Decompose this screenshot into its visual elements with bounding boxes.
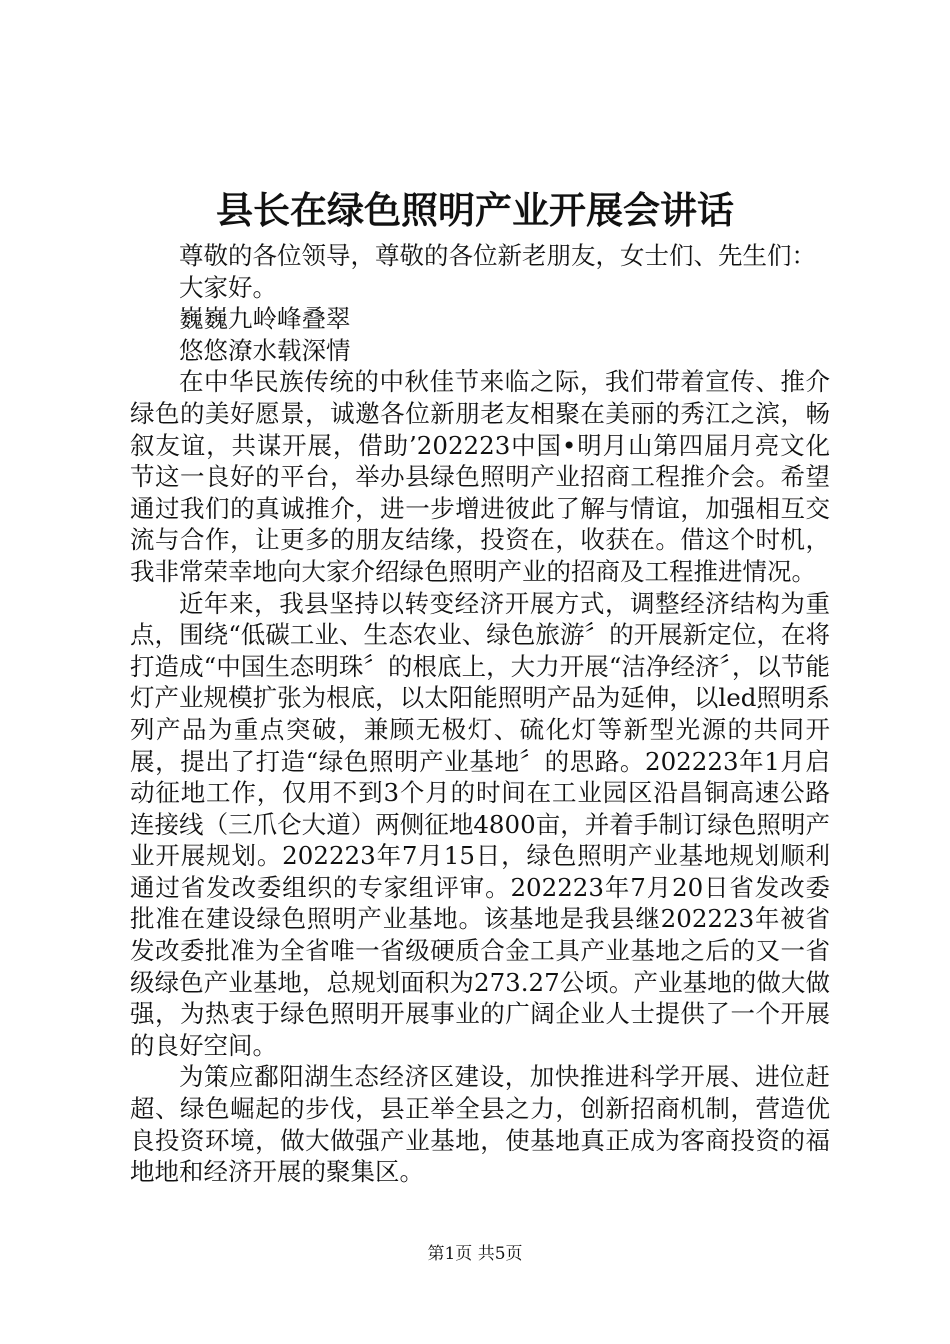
document-body — [130, 240, 830, 1188]
document-title: 县长在绿色照明产业开展会讲话 — [216, 188, 734, 232]
body-paragraph: 近年来，我县坚持以转变经济开展方式，调整经济结构为重点，围绕“低碳工业、生态农业、绿色旅游〞的开展新定位，在将打造成“中国生态明珠〞的根底上，大力开展“洁净经济〞，以节能灯产业规模扩张为根底，以太阳能照明产品为延伸，以led照明系列产品为重点突破，兼顾无极灯、硫化灯等新型光源的共同开展，提出了打造“绿色照明产业基地〞的思路。202223年1月启动征地工作，仅用不到3个月的时间在工业园区沿昌铜高速公路连接线（三爪仑大道）两侧征地4800亩，并着手制订绿色照明产业开展规划。202223年7月15日，绿色照明产业基地规划顺利通过省发改委组织的专家组评审。202223年7月20日省发改委批准在建设绿色照明产业基地。该基地是我县继202223年被省发改委批准为全省唯一省级硬质合金工具产业基地之后的又一省级绿色产业基地，总规划面积为273.27公顷。产业基地的做大做强，为热衷于绿色照明开展事业的广阔企业人士提供了一个开展的良好空间。 — [130, 588, 830, 1060]
salutation-paragraph: 尊敬的各位领导，尊敬的各位新老朋友，女士们、先生们： — [179, 241, 816, 270]
page-number-footer: 第1页 共5页 — [427, 1244, 523, 1264]
greeting-paragraph: 大家好。 — [179, 272, 277, 302]
verse-line-1: 巍巍九岭峰叠翠 — [179, 304, 351, 334]
verse-line-2: 悠悠潦水载深情 — [179, 335, 351, 365]
body-paragraph: 为策应鄱阳湖生态经济区建设，加快推进科学开展、进位赶超、绿色崛起的步伐，县正举全县之力，创新招商机制，营造优良投资环境，做大做强产业基地，使基地真正成为客商投资的福地地和经济开展的聚集区。 — [130, 1062, 830, 1187]
body-paragraph: 在中华民族传统的中秋佳节来临之际，我们带着宣传、推介绿色的美好愿景，诚邀各位新朋老友相聚在美丽的秀江之滨，畅叙友谊，共谋开展，借助’202223中国•明月山第四届月亮文化节这一良好的平台，举办县绿色照明产业招商工程推介会。希望通过我们的真诚推介，进一步增进彼此了解与情谊，加强相互交流与合作，让更多的朋友结缘，投资在，收获在。借这个时机，我非常荣幸地向大家介绍绿色照明产业的招商及工程推进情况。 — [130, 367, 830, 586]
